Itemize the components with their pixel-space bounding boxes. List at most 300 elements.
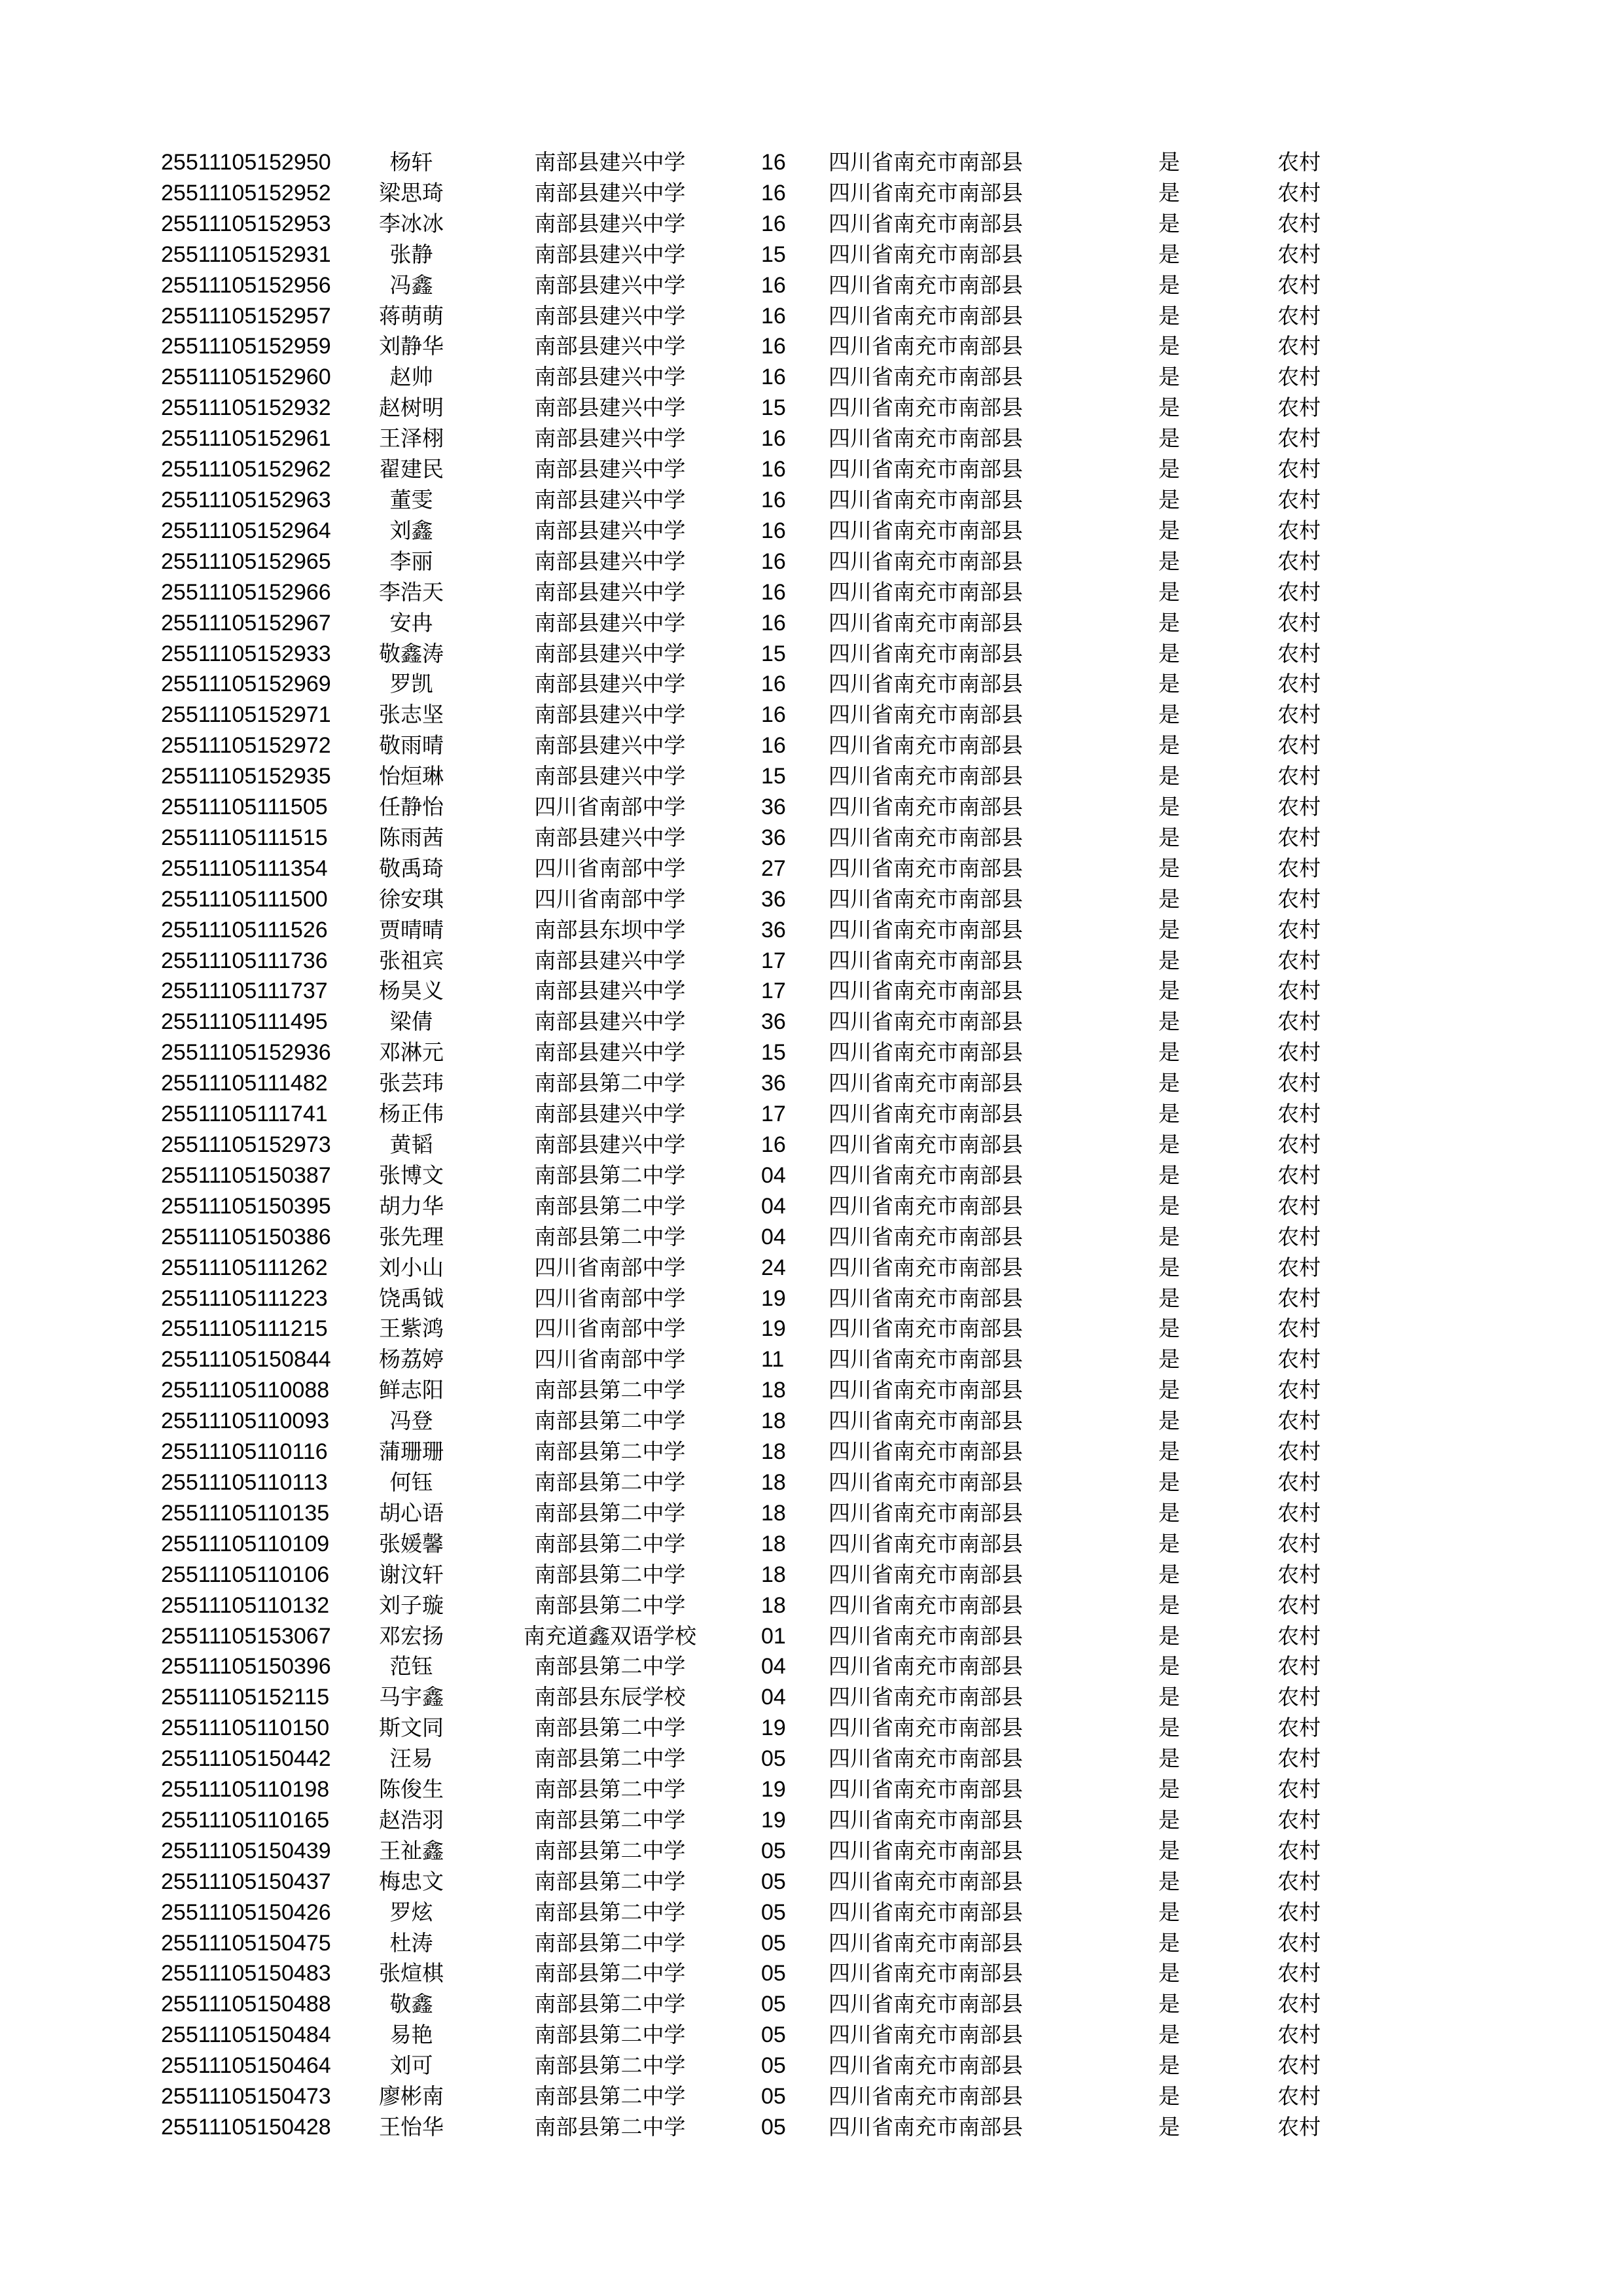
household-type-cell: 农村 xyxy=(1277,517,1321,543)
student-id-cell: 25511105150395 xyxy=(161,1193,331,1219)
table-row xyxy=(161,240,1338,270)
eligibility-flag-cell: 是 xyxy=(1158,855,1180,881)
region-cell: 四川省南充市南部县 xyxy=(829,978,1023,1004)
school-name-cell: 南部县第二中学 xyxy=(534,1469,686,1495)
class-code-cell: 05 xyxy=(761,2022,786,2048)
student-id-cell: 25511105152961 xyxy=(161,426,331,452)
student-name-cell: 梅忠文 xyxy=(379,1868,444,1894)
household-type-cell: 农村 xyxy=(1277,1070,1321,1096)
region-cell: 四川省南充市南部县 xyxy=(829,640,1023,666)
class-code-cell: 15 xyxy=(761,395,786,421)
student-name-cell: 张志坚 xyxy=(379,702,444,728)
school-name-cell: 南部县建兴中学 xyxy=(534,517,686,543)
class-code-cell: 16 xyxy=(761,702,786,728)
region-cell: 四川省南充市南部县 xyxy=(829,886,1023,912)
student-name-cell: 廖彬南 xyxy=(379,2083,444,2109)
region-cell: 四川省南充市南部县 xyxy=(829,395,1023,421)
class-code-cell: 27 xyxy=(761,855,786,881)
region-cell: 四川省南充市南部县 xyxy=(829,1285,1023,1311)
eligibility-flag-cell: 是 xyxy=(1158,1868,1180,1894)
region-cell: 四川省南充市南部县 xyxy=(829,1746,1023,1772)
student-name-cell: 张芸玮 xyxy=(379,1070,444,1096)
household-type-cell: 农村 xyxy=(1277,1837,1321,1863)
student-id-cell: 25511105152950 xyxy=(161,150,331,175)
household-type-cell: 农村 xyxy=(1277,1715,1321,1741)
eligibility-flag-cell: 是 xyxy=(1158,2114,1180,2140)
student-id-cell: 25511105111505 xyxy=(161,795,328,820)
eligibility-flag-cell: 是 xyxy=(1158,1469,1180,1495)
region-cell: 四川省南充市南部县 xyxy=(829,302,1023,329)
table-row xyxy=(161,1989,1338,2020)
student-id-cell: 25511105152952 xyxy=(161,180,331,206)
class-code-cell: 19 xyxy=(761,1316,786,1342)
region-cell: 四川省南充市南部县 xyxy=(829,1346,1023,1372)
table-row xyxy=(161,1713,1338,1744)
region-cell: 四川省南充市南部县 xyxy=(829,1806,1023,1833)
region-cell: 四川省南充市南部县 xyxy=(829,1469,1023,1495)
student-name-cell: 任静怡 xyxy=(379,794,444,820)
class-code-cell: 18 xyxy=(761,1500,786,1526)
household-type-cell: 农村 xyxy=(1277,1530,1321,1556)
region-cell: 四川省南充市南部县 xyxy=(829,763,1023,789)
region-cell: 四川省南充市南部县 xyxy=(829,947,1023,973)
household-type-cell: 农村 xyxy=(1277,1039,1321,1066)
school-name-cell: 南部县第二中学 xyxy=(534,1377,686,1403)
student-name-cell: 刘可 xyxy=(389,2053,433,2079)
household-type-cell: 农村 xyxy=(1277,2022,1321,2048)
household-type-cell: 农村 xyxy=(1277,824,1321,850)
eligibility-flag-cell: 是 xyxy=(1158,1070,1180,1096)
eligibility-flag-cell: 是 xyxy=(1158,1715,1180,1741)
class-code-cell: 16 xyxy=(761,180,786,206)
table-row xyxy=(161,1867,1338,1897)
table-row xyxy=(161,147,1338,178)
region-cell: 四川省南充市南部县 xyxy=(829,179,1023,206)
school-name-cell: 南部县第二中学 xyxy=(534,1561,686,1587)
student-id-cell: 25511105152953 xyxy=(161,211,331,236)
student-name-cell: 杨荔婷 xyxy=(379,1346,444,1372)
eligibility-flag-cell: 是 xyxy=(1158,333,1180,359)
school-name-cell: 南部县建兴中学 xyxy=(534,486,686,512)
student-id-cell: 25511105152959 xyxy=(161,334,331,359)
student-id-cell: 25511105110113 xyxy=(161,1469,328,1495)
school-name-cell: 南部县建兴中学 xyxy=(534,579,686,605)
household-type-cell: 农村 xyxy=(1277,640,1321,666)
student-name-cell: 黄韬 xyxy=(389,1132,433,1157)
household-type-cell: 农村 xyxy=(1277,1929,1321,1956)
student-id-cell: 25511105110132 xyxy=(161,1592,330,1618)
table-row xyxy=(161,823,1338,853)
school-name-cell: 南部县第二中学 xyxy=(534,1960,686,1986)
household-type-cell: 农村 xyxy=(1277,425,1321,452)
household-type-cell: 农村 xyxy=(1277,486,1321,512)
school-name-cell: 南部县建兴中学 xyxy=(534,333,686,359)
student-id-cell: 25511105152965 xyxy=(161,548,331,574)
student-id-cell: 25511105152936 xyxy=(161,1040,331,1066)
region-cell: 四川省南充市南部县 xyxy=(829,732,1023,759)
household-type-cell: 农村 xyxy=(1277,1193,1321,1219)
student-name-cell: 赵帅 xyxy=(389,364,433,390)
student-name-cell: 张先理 xyxy=(379,1223,444,1249)
class-code-cell: 05 xyxy=(761,1869,786,1894)
region-cell: 四川省南充市南部县 xyxy=(829,1960,1023,1986)
school-name-cell: 南部县第二中学 xyxy=(534,1991,686,2017)
eligibility-flag-cell: 是 xyxy=(1158,1162,1180,1188)
student-id-cell: 25511105111737 xyxy=(161,978,328,1004)
eligibility-flag-cell: 是 xyxy=(1158,609,1180,636)
household-type-cell: 农村 xyxy=(1277,671,1321,697)
region-cell: 四川省南充市南部县 xyxy=(829,824,1023,850)
region-cell: 四川省南充市南部县 xyxy=(829,1439,1023,1465)
student-name-cell: 饶禹钺 xyxy=(379,1285,444,1311)
eligibility-flag-cell: 是 xyxy=(1158,456,1180,482)
household-type-cell: 农村 xyxy=(1277,579,1321,605)
class-code-cell: 05 xyxy=(761,1838,786,1863)
eligibility-flag-cell: 是 xyxy=(1158,425,1180,452)
school-name-cell: 南部县第二中学 xyxy=(534,1746,686,1772)
school-name-cell: 南部县建兴中学 xyxy=(534,1009,686,1035)
table-row xyxy=(161,1805,1338,1836)
student-id-cell: 25511105111215 xyxy=(161,1316,328,1342)
table-row xyxy=(161,1467,1338,1498)
table-row xyxy=(161,393,1338,423)
eligibility-flag-cell: 是 xyxy=(1158,302,1180,329)
school-name-cell: 南部县建兴中学 xyxy=(534,302,686,329)
region-cell: 四川省南充市南部县 xyxy=(829,517,1023,543)
student-id-cell: 25511105152960 xyxy=(161,365,331,390)
student-name-cell: 张静 xyxy=(389,241,433,267)
eligibility-flag-cell: 是 xyxy=(1158,241,1180,267)
table-row xyxy=(161,1529,1338,1560)
class-code-cell: 18 xyxy=(761,1531,786,1556)
table-row xyxy=(161,1682,1338,1713)
school-name-cell: 南部县第二中学 xyxy=(534,2053,686,2079)
roster-table xyxy=(161,147,1338,2143)
class-code-cell: 16 xyxy=(761,487,786,512)
school-name-cell: 南部县第二中学 xyxy=(534,2114,686,2140)
household-type-cell: 农村 xyxy=(1277,1316,1321,1342)
student-id-cell: 25511105111500 xyxy=(161,886,328,912)
table-row xyxy=(161,1314,1338,1344)
eligibility-flag-cell: 是 xyxy=(1158,1285,1180,1311)
eligibility-flag-cell: 是 xyxy=(1158,947,1180,973)
student-id-cell: 25511105152115 xyxy=(161,1685,330,1710)
region-cell: 四川省南充市南部县 xyxy=(829,425,1023,452)
household-type-cell: 农村 xyxy=(1277,364,1321,390)
school-name-cell: 南部县建兴中学 xyxy=(534,364,686,390)
region-cell: 四川省南充市南部县 xyxy=(829,1039,1023,1066)
household-type-cell: 农村 xyxy=(1277,1101,1321,1127)
student-id-cell: 25511105152973 xyxy=(161,1132,331,1157)
student-id-cell: 25511105152956 xyxy=(161,272,331,298)
table-row xyxy=(161,423,1338,454)
household-type-cell: 农村 xyxy=(1277,1868,1321,1894)
class-code-cell: 16 xyxy=(761,548,786,574)
class-code-cell: 36 xyxy=(761,1009,786,1035)
student-name-cell: 何钰 xyxy=(389,1469,433,1495)
student-id-cell: 25511105150428 xyxy=(161,2115,331,2140)
class-code-cell: 15 xyxy=(761,764,786,789)
eligibility-flag-cell: 是 xyxy=(1158,1623,1180,1649)
class-code-cell: 16 xyxy=(761,426,786,452)
eligibility-flag-cell: 是 xyxy=(1158,272,1180,298)
table-row xyxy=(161,454,1338,485)
school-name-cell: 南部县建兴中学 xyxy=(534,978,686,1004)
table-row xyxy=(161,1406,1338,1437)
table-row xyxy=(161,2112,1338,2143)
class-code-cell: 05 xyxy=(761,2115,786,2140)
student-name-cell: 邓淋元 xyxy=(379,1039,444,1066)
region-cell: 四川省南充市南部县 xyxy=(829,671,1023,697)
student-id-cell: 25511105110088 xyxy=(161,1378,330,1403)
household-type-cell: 农村 xyxy=(1277,1499,1321,1526)
student-name-cell: 斯文同 xyxy=(379,1715,444,1741)
student-name-cell: 李冰冰 xyxy=(379,210,444,236)
region-cell: 四川省南充市南部县 xyxy=(829,1316,1023,1342)
student-name-cell: 安冉 xyxy=(389,609,433,636)
region-cell: 四川省南充市南部县 xyxy=(829,2022,1023,2048)
class-code-cell: 16 xyxy=(761,579,786,605)
school-name-cell: 南部县建兴中学 xyxy=(534,272,686,298)
eligibility-flag-cell: 是 xyxy=(1158,2022,1180,2048)
household-type-cell: 农村 xyxy=(1277,241,1321,267)
class-code-cell: 04 xyxy=(761,1685,786,1710)
class-code-cell: 01 xyxy=(761,1623,786,1649)
household-type-cell: 农村 xyxy=(1277,732,1321,759)
eligibility-flag-cell: 是 xyxy=(1158,486,1180,512)
school-name-cell: 南部县第二中学 xyxy=(534,2083,686,2109)
household-type-cell: 农村 xyxy=(1277,2114,1321,2140)
student-id-cell: 25511105150437 xyxy=(161,1869,331,1894)
student-id-cell: 25511105111223 xyxy=(161,1285,328,1311)
school-name-cell: 南部县建兴中学 xyxy=(534,702,686,728)
student-id-cell: 25511105150473 xyxy=(161,2084,331,2109)
region-cell: 四川省南充市南部县 xyxy=(829,916,1023,942)
eligibility-flag-cell: 是 xyxy=(1158,2053,1180,2079)
eligibility-flag-cell: 是 xyxy=(1158,1223,1180,1249)
household-type-cell: 农村 xyxy=(1277,1254,1321,1280)
region-cell: 四川省南充市南部县 xyxy=(829,1899,1023,1925)
class-code-cell: 04 xyxy=(761,1193,786,1219)
student-name-cell: 张祖宾 xyxy=(379,947,444,973)
household-type-cell: 农村 xyxy=(1277,1285,1321,1311)
eligibility-flag-cell: 是 xyxy=(1158,671,1180,697)
table-row xyxy=(161,1375,1338,1406)
student-id-cell: 25511105150387 xyxy=(161,1162,331,1188)
eligibility-flag-cell: 是 xyxy=(1158,364,1180,390)
student-id-cell: 25511105152967 xyxy=(161,610,331,636)
student-id-cell: 25511105150483 xyxy=(161,1961,331,1986)
eligibility-flag-cell: 是 xyxy=(1158,548,1180,574)
class-code-cell: 18 xyxy=(761,1592,786,1618)
school-name-cell: 南部县建兴中学 xyxy=(534,947,686,973)
table-row xyxy=(161,761,1338,792)
region-cell: 四川省南充市南部县 xyxy=(829,1377,1023,1403)
student-name-cell: 梁思琦 xyxy=(379,179,444,206)
region-cell: 四川省南充市南部县 xyxy=(829,1193,1023,1219)
student-name-cell: 王怡华 xyxy=(379,2114,444,2140)
table-row xyxy=(161,2020,1338,2051)
student-id-cell: 25511105150396 xyxy=(161,1654,331,1679)
student-id-cell: 25511105111495 xyxy=(161,1009,328,1035)
student-name-cell: 杨轩 xyxy=(389,149,433,175)
table-row xyxy=(161,577,1338,608)
table-row xyxy=(161,1897,1338,1928)
eligibility-flag-cell: 是 xyxy=(1158,1193,1180,1219)
student-id-cell: 25511105152935 xyxy=(161,764,331,789)
table-row xyxy=(161,516,1338,547)
table-row xyxy=(161,1068,1338,1099)
class-code-cell: 19 xyxy=(761,1777,786,1803)
household-type-cell: 农村 xyxy=(1277,1408,1321,1434)
table-row xyxy=(161,209,1338,240)
student-id-cell: 25511105150488 xyxy=(161,1992,331,2017)
class-code-cell: 16 xyxy=(761,303,786,329)
class-code-cell: 15 xyxy=(761,641,786,666)
region-cell: 四川省南充市南部县 xyxy=(829,794,1023,820)
student-name-cell: 杨正伟 xyxy=(379,1101,444,1127)
student-id-cell: 25511105111354 xyxy=(161,855,328,881)
household-type-cell: 农村 xyxy=(1277,886,1321,912)
table-row xyxy=(161,1560,1338,1590)
school-name-cell: 南部县第二中学 xyxy=(534,1499,686,1526)
school-name-cell: 南部县建兴中学 xyxy=(534,149,686,175)
region-cell: 四川省南充市南部县 xyxy=(829,2083,1023,2109)
student-name-cell: 梁倩 xyxy=(389,1009,433,1035)
eligibility-flag-cell: 是 xyxy=(1158,210,1180,236)
household-type-cell: 农村 xyxy=(1277,395,1321,421)
household-type-cell: 农村 xyxy=(1277,978,1321,1004)
student-name-cell: 胡心语 xyxy=(379,1499,444,1526)
student-id-cell: 25511105152962 xyxy=(161,457,331,482)
region-cell: 四川省南充市南部县 xyxy=(829,1561,1023,1587)
class-code-cell: 19 xyxy=(761,1715,786,1741)
region-cell: 四川省南充市南部县 xyxy=(829,1776,1023,1803)
school-name-cell: 南部县第二中学 xyxy=(534,1530,686,1556)
table-row xyxy=(161,1498,1338,1529)
class-code-cell: 16 xyxy=(761,672,786,697)
region-cell: 四川省南充市南部县 xyxy=(829,1991,1023,2017)
student-name-cell: 敬雨晴 xyxy=(379,732,444,759)
school-name-cell: 南部县建兴中学 xyxy=(534,210,686,236)
class-code-cell: 16 xyxy=(761,518,786,543)
class-code-cell: 36 xyxy=(761,917,786,942)
region-cell: 四川省南充市南部县 xyxy=(829,579,1023,605)
student-name-cell: 杨昊义 xyxy=(379,978,444,1004)
eligibility-flag-cell: 是 xyxy=(1158,1776,1180,1803)
table-row xyxy=(161,700,1338,730)
household-type-cell: 农村 xyxy=(1277,179,1321,206)
table-row xyxy=(161,669,1338,700)
school-name-cell: 四川省南部中学 xyxy=(534,794,686,820)
household-type-cell: 农村 xyxy=(1277,1439,1321,1465)
eligibility-flag-cell: 是 xyxy=(1158,1929,1180,1956)
student-id-cell: 25511105110109 xyxy=(161,1531,330,1556)
household-type-cell: 农村 xyxy=(1277,702,1321,728)
student-name-cell: 敬禹琦 xyxy=(379,855,444,881)
student-name-cell: 刘子璇 xyxy=(379,1592,444,1618)
student-id-cell: 25511105150464 xyxy=(161,2053,331,2079)
region-cell: 四川省南充市南部县 xyxy=(829,364,1023,390)
school-name-cell: 南充道鑫双语学校 xyxy=(524,1623,696,1649)
region-cell: 四川省南充市南部县 xyxy=(829,272,1023,298)
school-name-cell: 南部县建兴中学 xyxy=(534,1101,686,1127)
region-cell: 四川省南充市南部县 xyxy=(829,1592,1023,1618)
eligibility-flag-cell: 是 xyxy=(1158,732,1180,759)
class-code-cell: 05 xyxy=(761,1746,786,1772)
class-code-cell: 36 xyxy=(761,795,786,820)
region-cell: 四川省南充市南部县 xyxy=(829,855,1023,881)
eligibility-flag-cell: 是 xyxy=(1158,916,1180,942)
eligibility-flag-cell: 是 xyxy=(1158,978,1180,1004)
eligibility-flag-cell: 是 xyxy=(1158,1746,1180,1772)
class-code-cell: 16 xyxy=(761,365,786,390)
student-id-cell: 25511105150426 xyxy=(161,1899,331,1925)
student-name-cell: 张媛馨 xyxy=(379,1530,444,1556)
household-type-cell: 农村 xyxy=(1277,2083,1321,2109)
student-id-cell: 25511105150475 xyxy=(161,1930,331,1956)
household-type-cell: 农村 xyxy=(1277,302,1321,329)
eligibility-flag-cell: 是 xyxy=(1158,1837,1180,1863)
household-type-cell: 农村 xyxy=(1277,1561,1321,1587)
eligibility-flag-cell: 是 xyxy=(1158,1960,1180,1986)
household-type-cell: 农村 xyxy=(1277,1009,1321,1035)
table-row xyxy=(161,639,1338,670)
eligibility-flag-cell: 是 xyxy=(1158,2083,1180,2109)
school-name-cell: 南部县建兴中学 xyxy=(534,548,686,574)
school-name-cell: 南部县第二中学 xyxy=(534,1776,686,1803)
student-id-cell: 25511105152972 xyxy=(161,733,331,759)
table-row xyxy=(161,946,1338,977)
eligibility-flag-cell: 是 xyxy=(1158,1346,1180,1372)
eligibility-flag-cell: 是 xyxy=(1158,640,1180,666)
class-code-cell: 36 xyxy=(761,886,786,912)
student-name-cell: 董雯 xyxy=(389,486,433,512)
student-id-cell: 25511105152966 xyxy=(161,579,331,605)
household-type-cell: 农村 xyxy=(1277,2053,1321,2079)
student-id-cell: 25511105111526 xyxy=(161,917,328,942)
student-id-cell: 25511105152963 xyxy=(161,487,331,512)
class-code-cell: 18 xyxy=(761,1408,786,1434)
household-type-cell: 农村 xyxy=(1277,272,1321,298)
region-cell: 四川省南充市南部县 xyxy=(829,1070,1023,1096)
region-cell: 四川省南充市南部县 xyxy=(829,1101,1023,1127)
school-name-cell: 南部县第二中学 xyxy=(534,1070,686,1096)
class-code-cell: 17 xyxy=(761,978,786,1004)
region-cell: 四川省南充市南部县 xyxy=(829,1254,1023,1280)
student-name-cell: 冯登 xyxy=(389,1408,433,1434)
school-name-cell: 南部县第二中学 xyxy=(534,2022,686,2048)
student-name-cell: 刘小山 xyxy=(379,1254,444,1280)
table-row xyxy=(161,362,1338,393)
table-row xyxy=(161,853,1338,884)
table-row xyxy=(161,1590,1338,1621)
table-row xyxy=(161,1283,1338,1314)
table-row xyxy=(161,1253,1338,1283)
school-name-cell: 南部县建兴中学 xyxy=(534,241,686,267)
school-name-cell: 南部县第二中学 xyxy=(534,1899,686,1925)
eligibility-flag-cell: 是 xyxy=(1158,1439,1180,1465)
student-name-cell: 赵浩羽 xyxy=(379,1806,444,1833)
student-id-cell: 25511105111262 xyxy=(161,1255,328,1280)
household-type-cell: 农村 xyxy=(1277,1776,1321,1803)
household-type-cell: 农村 xyxy=(1277,1346,1321,1372)
student-name-cell: 翟建民 xyxy=(379,456,444,482)
region-cell: 四川省南充市南部县 xyxy=(829,1868,1023,1894)
household-type-cell: 农村 xyxy=(1277,1223,1321,1249)
region-cell: 四川省南充市南部县 xyxy=(829,609,1023,636)
eligibility-flag-cell: 是 xyxy=(1158,179,1180,206)
